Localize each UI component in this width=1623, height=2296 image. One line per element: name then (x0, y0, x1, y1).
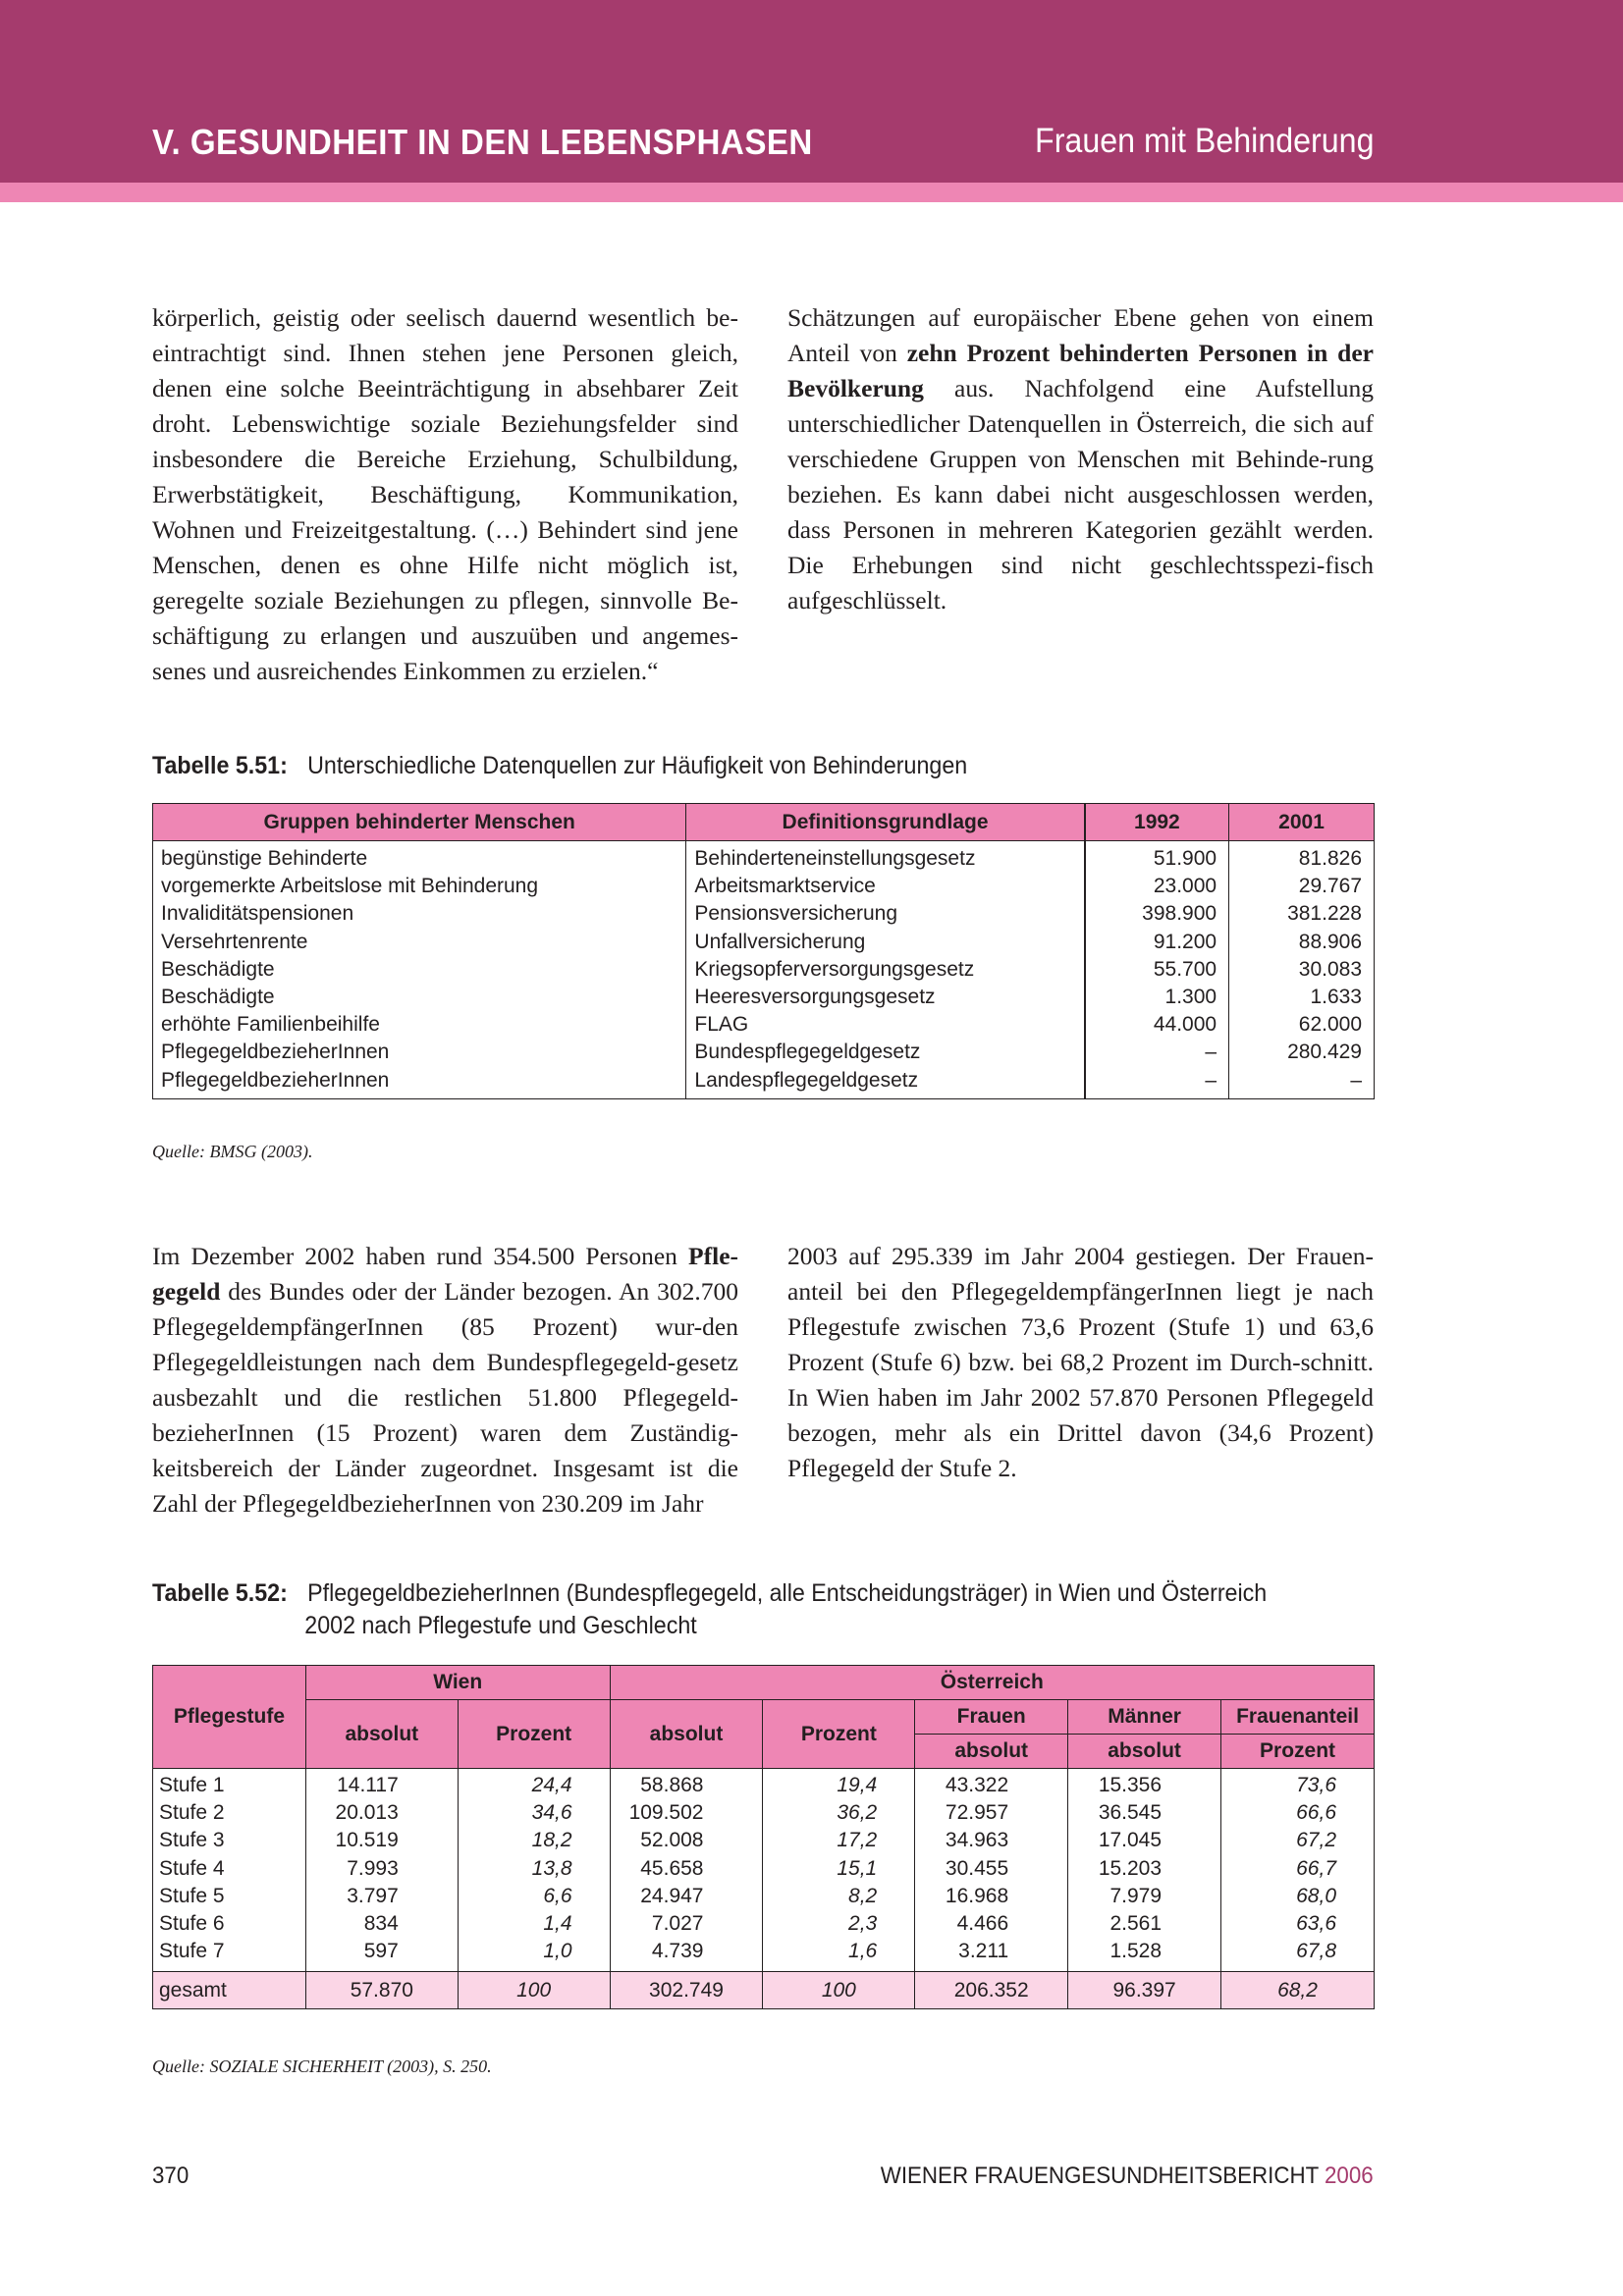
table2-header-wien: Wien (305, 1666, 610, 1700)
table2-cell: 597 (305, 1938, 458, 1972)
table1-cell: Beschädigte (153, 984, 686, 1011)
table2-total-cell: 206.352 (915, 1972, 1068, 2009)
table2-cell: 1,4 (458, 1910, 610, 1938)
table2-cell: Stufe 2 (153, 1799, 306, 1827)
middle-left-bold: Pfle-gegeld (152, 1242, 739, 1306)
table1-row (153, 984, 1375, 1011)
intro-right-text-start: Schätzungen auf europäischer Ebene gehen von einem Anteil von (787, 303, 1374, 367)
table2-header-absolut: absolut (610, 1700, 763, 1769)
table2-cell: 73,6 (1221, 1769, 1375, 1800)
table1-cell: – (1085, 1039, 1229, 1066)
table1-cell: 29.767 (1229, 873, 1375, 900)
table2-header-row (153, 1700, 1375, 1735)
page-number: 370 (152, 2163, 189, 2189)
table2-cell: 3.797 (305, 1883, 458, 1910)
table2-cell: 6,6 (458, 1883, 610, 1910)
table1-cell: Behinderteneinstellungsgesetz (686, 841, 1085, 874)
table2-cell: 24.947 (610, 1883, 763, 1910)
table2-cell: 36.545 (1068, 1799, 1221, 1827)
intro-right-bold: zehn Prozent behinderten Personen in der Bevölkerung (787, 339, 1374, 402)
table2-cell: 30.455 (915, 1855, 1068, 1883)
table2-total-cell: 96.397 (1068, 1972, 1221, 2009)
table2-cell: 18,2 (458, 1827, 610, 1854)
table2-header-maenner: Männer (1068, 1700, 1221, 1735)
table2-header-absolut: absolut (305, 1700, 458, 1769)
table2-header-prozent: Prozent (458, 1700, 610, 1769)
footer-year: 2006 (1325, 2163, 1374, 2189)
table2-cell: 834 (305, 1910, 458, 1938)
table2-row (153, 1799, 1375, 1827)
table1-cell: 23.000 (1085, 873, 1229, 900)
table1-cell: Beschädigte (153, 956, 686, 984)
table2-row (153, 1910, 1375, 1938)
table2-cell: 17,2 (763, 1827, 915, 1854)
table2-cell: 66,7 (1221, 1855, 1375, 1883)
table1-cell: begünstige Behinderte (153, 841, 686, 874)
table2-cell: 19,4 (763, 1769, 915, 1800)
table2-cell: 24,4 (458, 1769, 610, 1800)
middle-left-text-start: Im Dezember 2002 haben rund 354.500 Personen (152, 1242, 677, 1270)
table2-cell: 7.979 (1068, 1883, 1221, 1910)
table2-row (153, 1938, 1375, 1972)
table2-cell: 2.561 (1068, 1910, 1221, 1938)
table1-row (153, 1067, 1375, 1099)
table1-header: Definitionsgrundlage (686, 804, 1085, 841)
table2-row (153, 1827, 1375, 1854)
table2-total-cell: gesamt (153, 1972, 306, 2009)
table1-cell: Versehrtenrente (153, 929, 686, 956)
table2-cell: Stufe 1 (153, 1769, 306, 1800)
table2-total-cell: 100 (458, 1972, 610, 2009)
table1-caption (152, 750, 967, 782)
table1-cell: PflegegeldbezieherInnen (153, 1039, 686, 1066)
table2-cell: 72.957 (915, 1799, 1068, 1827)
footer-report-title: WIENER FRAUENGESUNDHEITSBERICHT (881, 2163, 1320, 2189)
intro-right-column (787, 300, 1374, 618)
table2-cell: 2,3 (763, 1910, 915, 1938)
table2-header-pflegestufe: Pflegestufe (153, 1666, 306, 1769)
table1-header: 1992 (1085, 804, 1229, 841)
table1-cell: 55.700 (1085, 956, 1229, 984)
table2-cell: 36,2 (763, 1799, 915, 1827)
table2-cell: 16.968 (915, 1883, 1068, 1910)
table1-cell: – (1085, 1067, 1229, 1099)
table1-cell: PflegegeldbezieherInnen (153, 1067, 686, 1099)
table1-row (153, 900, 1375, 928)
table2-cell: 34.963 (915, 1827, 1068, 1854)
table2-header-absolut: absolut (1068, 1735, 1221, 1769)
table1-cell: vorgemerkte Arbeitslose mit Behinderung (153, 873, 686, 900)
table2-cell: 68,0 (1221, 1883, 1375, 1910)
table2-header-prozent: Prozent (1221, 1735, 1375, 1769)
table2-cell: 1,6 (763, 1938, 915, 1972)
table1-cell: erhöhte Familienbeihilfe (153, 1011, 686, 1039)
table2-cell: 67,8 (1221, 1938, 1375, 1972)
table1-cell: Unfallversicherung (686, 929, 1085, 956)
table1-cell: Bundespflegegeldgesetz (686, 1039, 1085, 1066)
table1-cell: 280.429 (1229, 1039, 1375, 1066)
table1-row (153, 929, 1375, 956)
table1-cell: 1.633 (1229, 984, 1375, 1011)
table2-cell: 15.203 (1068, 1855, 1221, 1883)
middle-left-paragraph (152, 1239, 738, 1522)
table1-cell: Landespflegegeldgesetz (686, 1067, 1085, 1099)
table2-cell: 52.008 (610, 1827, 763, 1854)
table2-header-oesterreich: Österreich (610, 1666, 1374, 1700)
table2-cell: 1,0 (458, 1938, 610, 1972)
table2-cell: 4.466 (915, 1910, 1068, 1938)
table2-header-row (153, 1666, 1375, 1700)
table2-cell: Stufe 6 (153, 1910, 306, 1938)
table-5-52 (152, 1665, 1375, 2009)
table1-header: Gruppen behinderter Menschen (153, 804, 686, 841)
table2-total-cell: 100 (763, 1972, 915, 2009)
table2-row (153, 1855, 1375, 1883)
table2-cell: 8,2 (763, 1883, 915, 1910)
intro-left-column (152, 300, 738, 689)
table2-cell: 13,8 (458, 1855, 610, 1883)
table1-cell: 88.906 (1229, 929, 1375, 956)
table1-caption-text: Unterschiedliche Datenquellen zur Häufigkeit von Behinderungen (307, 752, 968, 779)
table1-cell: Invaliditätspensionen (153, 900, 686, 928)
table2-total-cell: 57.870 (305, 1972, 458, 2009)
table1-cell: 1.300 (1085, 984, 1229, 1011)
table2-cell: Stufe 3 (153, 1827, 306, 1854)
table2-row (153, 1769, 1375, 1800)
table2-cell: 3.211 (915, 1938, 1068, 1972)
table2-caption (152, 1577, 1267, 1642)
intro-left-paragraph: körperlich, geistig oder seelisch dauernd wesentlich be-eintrachtigt sind. Ihnen stehen jene Personen gleich, denen eine solche Beeinträchtigung in absehbarer Zeit droht. Lebenswichtige soziale Beziehungsfelder sind insbesondere die Bereiche Erziehung, Schulbildung, Erwerbstätigkeit, Beschäftigung, Kommunikation, Wohnen und Freizeitgestaltung. (…) Behindert sind jene Menschen, denen es ohne Hilfe nicht möglich ist, geregelte soziale Beziehungen zu pflegen, sinnvolle Be-schäftigung zu erlangen und auszuüben und angemes-senes und ausreichendes Einkommen zu erzielen.“ (152, 303, 738, 685)
intro-right-paragraph (787, 300, 1374, 618)
table1-cell: 62.000 (1229, 1011, 1375, 1039)
table2-cell: 58.868 (610, 1769, 763, 1800)
chapter-title: V. GESUNDHEIT IN DEN LEBENSPHASEN (152, 122, 813, 162)
table2-row (153, 1883, 1375, 1910)
table2-cell: 1.528 (1068, 1938, 1221, 1972)
table2-header-prozent: Prozent (763, 1700, 915, 1769)
table1-cell: Arbeitsmarktservice (686, 873, 1085, 900)
table2-cell: 66,6 (1221, 1799, 1375, 1827)
table1-source: Quelle: BMSG (2003). (152, 1142, 313, 1161)
table2-cell: 4.739 (610, 1938, 763, 1972)
table1-row (153, 873, 1375, 900)
table2-cell: 10.519 (305, 1827, 458, 1854)
table2-cell: 17.045 (1068, 1827, 1221, 1854)
table1-header-row (153, 804, 1375, 841)
table2-cell: 67,2 (1221, 1827, 1375, 1854)
table1-cell: Kriegsopferversorgungsgesetz (686, 956, 1085, 984)
middle-left-text-end: des Bundes oder der Länder bezogen. An 302.700 PflegegeldempfängerInnen (85 Prozent) wur-den Pflegegeldleistungen nach dem Bundespflegegeld-gesetz ausbezahlt und die restlichen 51.800 Pflegegeld-bezieherInnen (15 Prozent) waren dem Zuständig-keitsbereich der Länder zugeordnet. Insgesamt ist die Zahl der PflegegeldbezieherInnen von 230.209 im Jahr (152, 1277, 739, 1518)
table2-cell: 15.356 (1068, 1769, 1221, 1800)
table1-cell: 398.900 (1085, 900, 1229, 928)
table2-caption-line1: PflegegeldbezieherInnen (Bundespflegegeld, alle Entscheidungsträger) in Wien und Österreich (307, 1579, 1268, 1607)
table1-cell: 30.083 (1229, 956, 1375, 984)
middle-right-paragraph: 2003 auf 295.339 im Jahr 2004 gestiegen. Der Frauen-anteil bei den PflegegeldempfängerInnen liegt je nach Pflegestufe zwischen 73,6 Prozent (Stufe 1) und 63,6 Prozent (Stufe 6) bzw. bei 68,2 Prozent im Durch-schnitt. In Wien haben im Jahr 2002 57.870 Personen Pflegegeld bezogen, mehr als ein Drittel davon (34,6 Prozent) Pflegegeld der Stufe 2. (787, 1242, 1374, 1482)
table2-header-frauen: Frauen (915, 1700, 1068, 1735)
intro-right-text-end: aus. Nachfolgend eine Aufstellung unterschiedlicher Datenquellen in Österreich, die sich auf verschiedene Gruppen von Menschen mit Behinde-rung beziehen. Es kann dabei nicht ausgeschlossen werden, dass Personen in mehreren Kategorien gezählt werden. Die Erhebungen sind nicht geschlechtsspezi-fisch aufgeschlüsselt. (787, 374, 1374, 614)
table2-cell: 43.322 (915, 1769, 1068, 1800)
table1-row (153, 841, 1375, 874)
table2-cell: Stufe 4 (153, 1855, 306, 1883)
header-stripe (0, 183, 1623, 202)
table2-cell: Stufe 5 (153, 1883, 306, 1910)
table1-cell: 91.200 (1085, 929, 1229, 956)
table-5-51 (152, 803, 1375, 1099)
table1-cell: 44.000 (1085, 1011, 1229, 1039)
table2-cell: 14.117 (305, 1769, 458, 1800)
table2-cell: 45.658 (610, 1855, 763, 1883)
section-title: Frauen mit Behinderung (1034, 122, 1374, 160)
table1-cell: FLAG (686, 1011, 1085, 1039)
middle-right-column (787, 1239, 1374, 1486)
table2-total-cell: 68,2 (1221, 1972, 1375, 2009)
table2-header-absolut: absolut (915, 1735, 1068, 1769)
table1-cell: Heeresversorgungsgesetz (686, 984, 1085, 1011)
table2-number: Tabelle 5.52: (152, 1579, 288, 1607)
middle-left-column (152, 1239, 738, 1522)
table2-source: Quelle: SOZIALE SICHERHEIT (2003), S. 250. (152, 2056, 492, 2076)
table2-cell: 109.502 (610, 1799, 763, 1827)
table1-cell: – (1229, 1067, 1375, 1099)
table1-row (153, 956, 1375, 984)
table2-total-cell: 302.749 (610, 1972, 763, 2009)
table2-caption-line2: 2002 nach Pflegestufe und Geschlecht (304, 1612, 697, 1639)
table2-total-row (153, 1972, 1375, 2009)
table1-cell: 51.900 (1085, 841, 1229, 874)
table2-cell: 7.027 (610, 1910, 763, 1938)
table2-cell: 20.013 (305, 1799, 458, 1827)
table1-cell: Pensionsversicherung (686, 900, 1085, 928)
table2-cell: 15,1 (763, 1855, 915, 1883)
table1-cell: 81.826 (1229, 841, 1375, 874)
table2-cell: Stufe 7 (153, 1938, 306, 1972)
table1-row (153, 1011, 1375, 1039)
table2-header-frauenanteil: Frauenanteil (1221, 1700, 1375, 1735)
table1-cell: 381.228 (1229, 900, 1375, 928)
footer-title (881, 2163, 1374, 2190)
table2-cell: 63,6 (1221, 1910, 1375, 1938)
table1-row (153, 1039, 1375, 1066)
table1-number: Tabelle 5.51: (152, 752, 288, 779)
table1-header: 2001 (1229, 804, 1375, 841)
table2-cell: 7.993 (305, 1855, 458, 1883)
table2-cell: 34,6 (458, 1799, 610, 1827)
